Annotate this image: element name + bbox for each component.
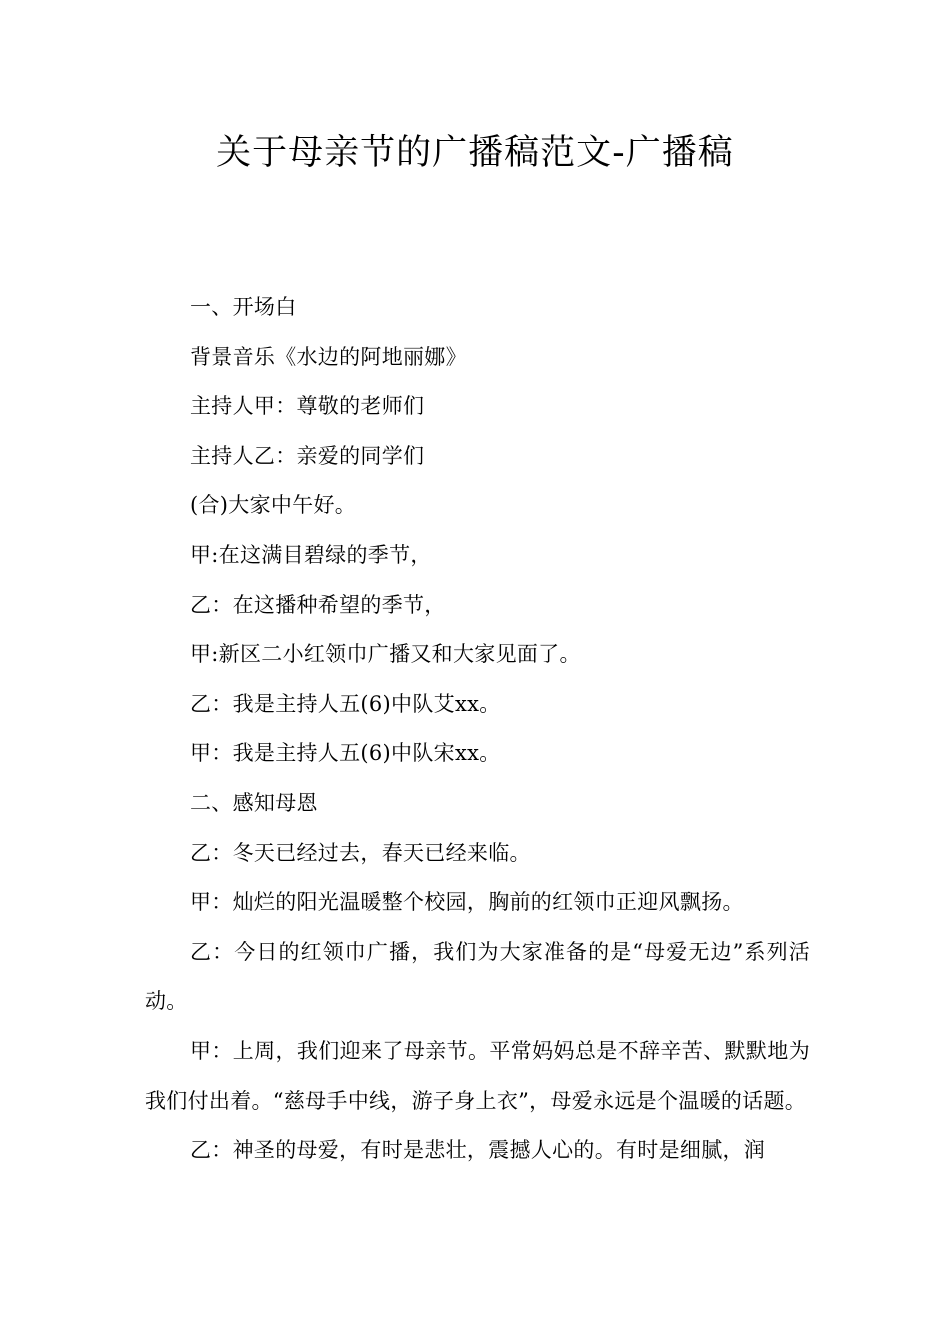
paragraph: 乙：冬天已经过去，春天已经来临。 (190, 840, 531, 865)
document-body (145, 283, 810, 1176)
paragraph: 甲:在这满目碧绿的季节， (190, 542, 432, 567)
paragraph: 甲：我是主持人五(6)中队宋xx。 (190, 741, 501, 766)
paragraph: 甲：上周，我们迎来了母亲节。平常妈妈总是不辞辛苦、默默地为我们付出着。“慈母手中线，游子身上衣”，母爱永远是个温暖的话题。 (145, 1038, 810, 1113)
paragraph: 乙：神圣的母爱，有时是悲壮，震撼人心的。有时是细腻，润 (190, 1138, 766, 1163)
paragraph: (合)大家中午好。 (190, 493, 357, 518)
paragraph: 乙：在这播种希望的季节， (190, 592, 446, 617)
document-title: 关于母亲节的广播稿范文-广播稿 (216, 133, 734, 173)
paragraph: 甲:新区二小红领巾广播又和大家见面了。 (190, 642, 581, 667)
paragraph: 乙：今日的红领巾广播，我们为大家准备的是“母爱无边”系列活动。 (145, 939, 810, 1014)
paragraph: 主持人乙：亲爱的同学们 (190, 443, 425, 468)
paragraph: 乙：我是主持人五(6)中队艾xx。 (190, 691, 501, 716)
paragraph: 一、开场白 (190, 295, 297, 319)
paragraph: 甲：灿烂的阳光温暖整个校园，胸前的红领巾正迎风飘扬。 (190, 890, 744, 915)
paragraph: 二、感知母恩 (190, 790, 318, 815)
paragraph: 主持人甲：尊敬的老师们 (190, 394, 425, 419)
paragraph: 背景音乐《水边的阿地丽娜》 (190, 344, 467, 369)
